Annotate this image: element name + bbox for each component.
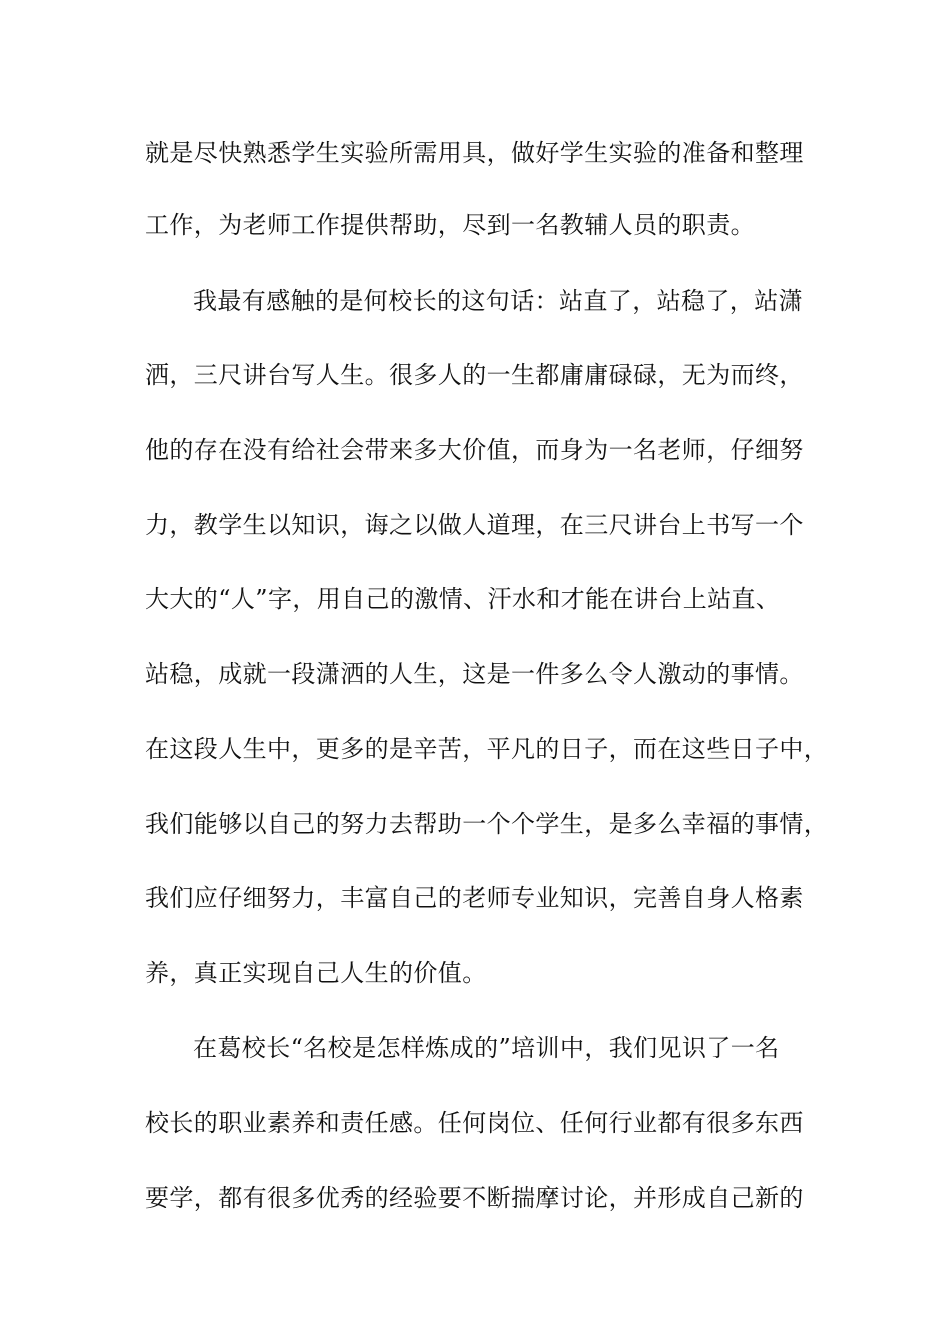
text-line: 力，教学生以知识，诲之以做人道理，在三尺讲台上书写一个	[145, 511, 804, 539]
text-line: 大大的“人”字，用自己的激情、汗水和才能在讲台上站直、	[145, 585, 781, 613]
text-line: 养，真正实现自己人生的价值。	[145, 959, 487, 987]
text-line: 就是尽快熟悉学生实验所需用具，做好学生实验的准备和整理	[145, 139, 804, 167]
paragraph-first-line: 我最有感触的是何校长的这句话：站直了，站稳了，站潇	[193, 287, 803, 315]
text-line: 洒，三尺讲台写人生。很多人的一生都庸庸碌碌，无为而终，	[145, 361, 804, 389]
text-line: 要学，都有很多优秀的经验要不断揣摩讨论，并形成自己新的	[145, 1184, 804, 1212]
text-line: 我们应仔细努力，丰富自己的老师专业知识，完善自身人格素	[145, 884, 804, 912]
text-line: 工作，为老师工作提供帮助，尽到一名教辅人员的职责。	[145, 211, 755, 239]
text-line: 在这段人生中，更多的是辛苦，平凡的日子，而在这些日子中，	[145, 735, 829, 763]
paragraph-first-line: 在葛校长“名校是怎样炼成的”培训中，我们见识了一名	[193, 1034, 780, 1062]
text-line: 他的存在没有给社会带来多大价值，而身为一名老师，仔细努	[145, 436, 804, 464]
text-line: 站稳，成就一段潇洒的人生，这是一件多么令人激动的事情。	[145, 660, 804, 688]
text-line: 我们能够以自己的努力去帮助一个个学生，是多么幸福的事情，	[145, 810, 829, 838]
text-line: 校长的职业素养和责任感。任何岗位、任何行业都有很多东西	[145, 1109, 804, 1137]
